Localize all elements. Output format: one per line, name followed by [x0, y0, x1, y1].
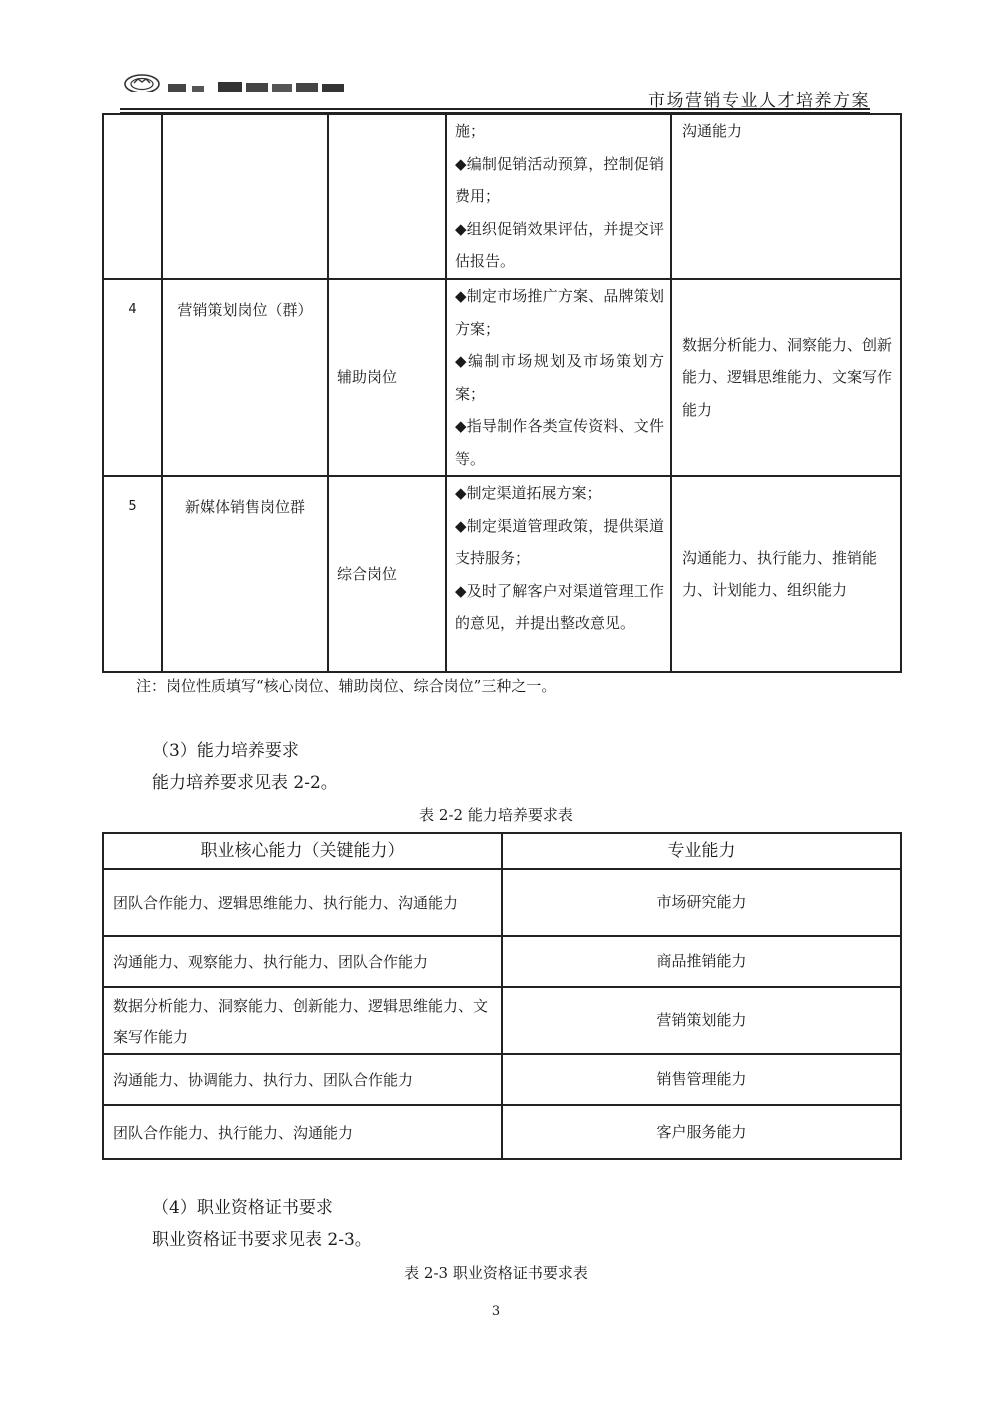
page-header: [120, 66, 870, 110]
job-tasks: [446, 279, 671, 476]
school-logo-icon: [120, 68, 380, 92]
professional-ability-cell: 商品推销能力: [502, 936, 901, 987]
task-item: ◆及时了解客户对渠道管理工作的意见，并提出整改意见。: [455, 581, 664, 632]
core-abilities-cell: 沟通能力、观察能力、执行能力、团队合作能力: [103, 936, 502, 987]
task-item: ◆制定渠道拓展方案；: [455, 484, 602, 502]
table-caption: 表 2-3 职业资格证书要求表: [404, 1264, 588, 1282]
row-number: 5: [103, 476, 162, 672]
table-row: [103, 279, 901, 476]
table-row: [103, 936, 901, 987]
table-row: [103, 1105, 901, 1159]
position-nature: 辅助岗位: [328, 279, 446, 476]
row-number: 4: [103, 279, 162, 476]
body-text: 职业资格证书要求见表 2-3。: [152, 1230, 372, 1250]
table-header-row: [103, 833, 901, 869]
table-row: [103, 1054, 901, 1105]
table-caption: 表 2-2 能力培养要求表: [419, 806, 573, 824]
section-heading: （3）能力培养要求: [152, 741, 299, 761]
task-item: 施；: [455, 122, 486, 140]
task-item: ◆制定市场推广方案、品牌策划方案；: [455, 287, 664, 338]
job-tasks: [446, 476, 671, 672]
task-item: ◆制定渠道管理政策，提供渠道支持服务；: [455, 516, 664, 567]
position-group: 新媒体销售岗位群: [162, 476, 328, 672]
task-item: ◆组织促销效果评估，并提交评估报告。: [455, 219, 664, 270]
document-title: 市场营销专业人才培养方案: [648, 91, 870, 111]
body-text: 能力培养要求见表 2-2。: [152, 773, 338, 793]
task-item: ◆指导制作各类宣传资料、文件等。: [455, 417, 664, 468]
row-number: [103, 114, 162, 279]
task-item: ◆编制促销活动预算，控制促销费用；: [455, 154, 664, 205]
school-logo: [120, 68, 380, 92]
page-number: 3: [491, 1304, 501, 1319]
position-group: [162, 114, 328, 279]
table-row: [103, 476, 901, 672]
section-heading: （4）职业资格证书要求: [152, 1198, 333, 1218]
position-group: 营销策划岗位（群）: [162, 279, 328, 476]
table-row: [103, 869, 901, 936]
core-abilities-cell: 数据分析能力、洞察能力、创新能力、逻辑思维能力、文案写作能力: [103, 987, 502, 1054]
core-abilities-cell: 团队合作能力、执行能力、沟通能力: [103, 1105, 502, 1159]
professional-ability-cell: 客户服务能力: [502, 1105, 901, 1159]
core-abilities-cell: 沟通能力、协调能力、执行力、团队合作能力: [103, 1054, 502, 1105]
column-header: 专业能力: [502, 833, 901, 869]
table-row: [103, 987, 901, 1054]
job-positions-table: [102, 113, 902, 673]
core-abilities-cell: 团队合作能力、逻辑思维能力、执行能力、沟通能力: [103, 869, 502, 936]
task-item: ◆编制市场规划及市场策划方案；: [455, 352, 664, 403]
professional-ability-cell: 销售管理能力: [502, 1054, 901, 1105]
professional-ability-cell: 市场研究能力: [502, 869, 901, 936]
table-row: [103, 114, 901, 279]
required-abilities: 沟通能力、执行能力、推销能力、计划能力、组织能力: [671, 476, 901, 672]
header-rule: [120, 108, 870, 110]
column-header: 职业核心能力（关键能力）: [103, 833, 502, 869]
job-tasks: [446, 114, 671, 279]
position-nature: 综合岗位: [328, 476, 446, 672]
ability-requirements-table: [102, 832, 902, 1160]
required-abilities: 数据分析能力、洞察能力、创新能力、逻辑思维能力、文案写作能力: [671, 279, 901, 476]
position-nature: [328, 114, 446, 279]
table-note: 注：岗位性质填写“核心岗位、辅助岗位、综合岗位”三种之一。: [136, 677, 557, 695]
required-abilities: 沟通能力: [671, 114, 901, 279]
professional-ability-cell: 营销策划能力: [502, 987, 901, 1054]
